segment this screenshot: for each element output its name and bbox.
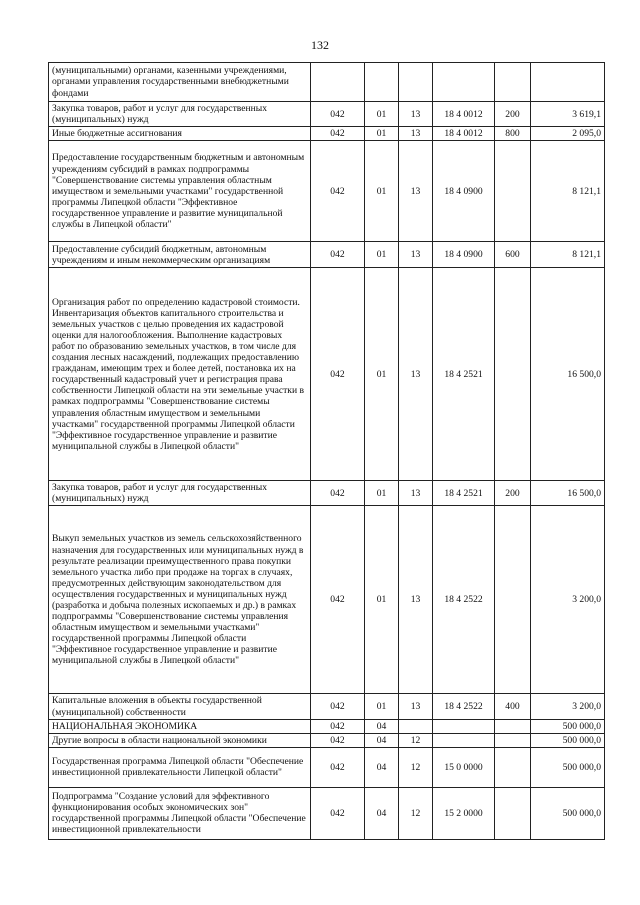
row-target-cell: 18 4 2522 bbox=[433, 506, 495, 694]
table-row bbox=[49, 719, 605, 733]
row-expense-type-cell bbox=[495, 506, 531, 694]
row-ved-cell: 042 bbox=[311, 141, 365, 242]
row-expense-type-cell bbox=[495, 747, 531, 787]
row-expense-type-cell bbox=[495, 733, 531, 747]
row-amount-cell: 2 095,0 bbox=[531, 127, 605, 141]
table-row bbox=[49, 242, 605, 268]
row-amount-cell: 500 000,0 bbox=[531, 787, 605, 839]
row-ved-cell: 042 bbox=[311, 268, 365, 481]
row-section-cell: 04 bbox=[365, 719, 399, 733]
row-section-cell: 01 bbox=[365, 127, 399, 141]
row-ved-cell: 042 bbox=[311, 127, 365, 141]
table-row bbox=[49, 63, 605, 102]
row-ved-cell: 042 bbox=[311, 102, 365, 127]
table-row bbox=[49, 141, 605, 242]
row-name-cell: Подпрограмма "Создание условий для эффективного функционирования особых экономических зон" государственной программы Липецкой области "Обеспечение инвестиционной привлекательности bbox=[49, 787, 311, 839]
row-amount-cell: 500 000,0 bbox=[531, 719, 605, 733]
row-section-cell bbox=[365, 63, 399, 102]
table-row bbox=[49, 102, 605, 127]
row-subsection-cell bbox=[399, 63, 433, 102]
row-target-cell: 18 4 0900 bbox=[433, 141, 495, 242]
row-amount-cell: 8 121,1 bbox=[531, 141, 605, 242]
row-subsection-cell: 12 bbox=[399, 787, 433, 839]
row-expense-type-cell: 800 bbox=[495, 127, 531, 141]
table-row bbox=[49, 694, 605, 719]
row-target-cell: 18 4 0012 bbox=[433, 102, 495, 127]
row-ved-cell: 042 bbox=[311, 506, 365, 694]
row-amount-cell: 8 121,1 bbox=[531, 242, 605, 268]
table-row bbox=[49, 268, 605, 481]
row-section-cell: 01 bbox=[365, 141, 399, 242]
table-row bbox=[49, 481, 605, 506]
row-name-cell: Закупка товаров, работ и услуг для государственных (муниципальных) нужд bbox=[49, 481, 311, 506]
row-target-cell bbox=[433, 719, 495, 733]
row-amount-cell: 16 500,0 bbox=[531, 268, 605, 481]
row-target-cell: 18 4 0900 bbox=[433, 242, 495, 268]
row-ved-cell: 042 bbox=[311, 733, 365, 747]
row-name-cell: Государственная программа Липецкой области "Обеспечение инвестиционной привлекательности Липецкой области" bbox=[49, 747, 311, 787]
row-name-cell: Выкуп земельных участков из земель сельскохозяйственного назначения для государственных или муниципальных нужд в результате реализации преимущественного права покупки земельного участка либо при продаже на торгах в случаях, предусмотренных действующим законодательством для осуществления государственных и муниципальных нужд (разработка и добыча полезных ископаемых и др.) в рамках подпрограммы "Совершенствование системы управления областным имуществом и земельными участками" государственной программы Липецкой области "Эффективное государственное управление и развитие муниципальной службы в Липецкой области" bbox=[49, 506, 311, 694]
row-amount-cell: 3 619,1 bbox=[531, 102, 605, 127]
row-name-cell: Предоставление государственным бюджетным и автономным учреждениям субсидий в рамках подпрограммы "Совершенствование системы управления областным имуществом и земельными участками" государственной программы Липецкой области "Эффективное государственное управление и развитие муниципальной службы в Липецкой области" bbox=[49, 141, 311, 242]
row-name-cell: Организация работ по определению кадастровой стоимости. Инвентаризация объектов капитального строительства и земельных участков с целью проведения их кадастровой оценки для налогообложения. Выполнение кадастровых работ по образованию земельных участков, в том числе для создания лесных насаждений, подлежащих предоставлению гражданам, имеющим трех и более детей, постановка их на государственный кадастровый учет и регистрация права собственности Липецкой области на эти земельные участки в рамках подпрограммы "Совершенствование системы управления областным имуществом и земельными участками" государственной программы Липецкой области "Эффективное государственное управление и развитие муниципальной службы в Липецкой области" bbox=[49, 268, 311, 481]
row-ved-cell: 042 bbox=[311, 719, 365, 733]
row-ved-cell: 042 bbox=[311, 242, 365, 268]
table-row bbox=[49, 506, 605, 694]
page-number: 132 bbox=[311, 38, 329, 52]
row-subsection-cell: 12 bbox=[399, 733, 433, 747]
row-section-cell: 01 bbox=[365, 481, 399, 506]
row-ved-cell: 042 bbox=[311, 694, 365, 719]
row-amount-cell: 500 000,0 bbox=[531, 747, 605, 787]
row-name-cell: Закупка товаров, работ и услуг для государственных (муниципальных) нужд bbox=[49, 102, 311, 127]
row-name-cell: НАЦИОНАЛЬНАЯ ЭКОНОМИКА bbox=[49, 719, 311, 733]
row-target-cell: 18 4 2521 bbox=[433, 481, 495, 506]
row-ved-cell bbox=[311, 63, 365, 102]
row-expense-type-cell bbox=[495, 141, 531, 242]
row-section-cell: 01 bbox=[365, 694, 399, 719]
row-subsection-cell: 13 bbox=[399, 141, 433, 242]
row-amount-cell: 16 500,0 bbox=[531, 481, 605, 506]
row-name-cell: Предоставление субсидий бюджетным, автономным учреждениям и иным некоммерческим организациям bbox=[49, 242, 311, 268]
row-subsection-cell: 13 bbox=[399, 242, 433, 268]
row-ved-cell: 042 bbox=[311, 481, 365, 506]
row-target-cell: 18 4 2522 bbox=[433, 694, 495, 719]
table-row bbox=[49, 787, 605, 839]
row-ved-cell: 042 bbox=[311, 747, 365, 787]
row-name-cell: (муниципальными) органами, казенными учреждениями, органами управления государственными внебюджетными фондами bbox=[49, 63, 311, 102]
row-subsection-cell: 13 bbox=[399, 127, 433, 141]
row-subsection-cell: 13 bbox=[399, 268, 433, 481]
row-section-cell: 01 bbox=[365, 242, 399, 268]
row-subsection-cell: 13 bbox=[399, 694, 433, 719]
row-expense-type-cell bbox=[495, 63, 531, 102]
row-expense-type-cell bbox=[495, 787, 531, 839]
row-name-cell: Иные бюджетные ассигнования bbox=[49, 127, 311, 141]
row-ved-cell: 042 bbox=[311, 787, 365, 839]
row-subsection-cell: 13 bbox=[399, 102, 433, 127]
row-section-cell: 01 bbox=[365, 506, 399, 694]
row-target-cell: 15 0 0000 bbox=[433, 747, 495, 787]
row-section-cell: 04 bbox=[365, 747, 399, 787]
row-expense-type-cell: 200 bbox=[495, 102, 531, 127]
row-expense-type-cell: 200 bbox=[495, 481, 531, 506]
row-section-cell: 01 bbox=[365, 102, 399, 127]
row-amount-cell: 3 200,0 bbox=[531, 506, 605, 694]
row-section-cell: 04 bbox=[365, 787, 399, 839]
table-row bbox=[49, 747, 605, 787]
row-name-cell: Другие вопросы в области национальной экономики bbox=[49, 733, 311, 747]
row-expense-type-cell bbox=[495, 268, 531, 481]
table-row bbox=[49, 733, 605, 747]
row-target-cell bbox=[433, 733, 495, 747]
row-target-cell bbox=[433, 63, 495, 102]
row-target-cell: 18 4 0012 bbox=[433, 127, 495, 141]
row-subsection-cell: 12 bbox=[399, 747, 433, 787]
row-target-cell: 15 2 0000 bbox=[433, 787, 495, 839]
row-name-cell: Капитальные вложения в объекты государственной (муниципальной) собственности bbox=[49, 694, 311, 719]
row-amount-cell: 500 000,0 bbox=[531, 733, 605, 747]
row-subsection-cell: 13 bbox=[399, 481, 433, 506]
row-expense-type-cell: 600 bbox=[495, 242, 531, 268]
row-amount-cell: 3 200,0 bbox=[531, 694, 605, 719]
row-expense-type-cell bbox=[495, 719, 531, 733]
row-expense-type-cell: 400 bbox=[495, 694, 531, 719]
row-section-cell: 01 bbox=[365, 268, 399, 481]
row-subsection-cell: 13 bbox=[399, 506, 433, 694]
table-row bbox=[49, 127, 605, 141]
row-target-cell: 18 4 2521 bbox=[433, 268, 495, 481]
row-amount-cell bbox=[531, 63, 605, 102]
row-section-cell: 04 bbox=[365, 733, 399, 747]
budget-table bbox=[48, 62, 605, 840]
row-subsection-cell bbox=[399, 719, 433, 733]
